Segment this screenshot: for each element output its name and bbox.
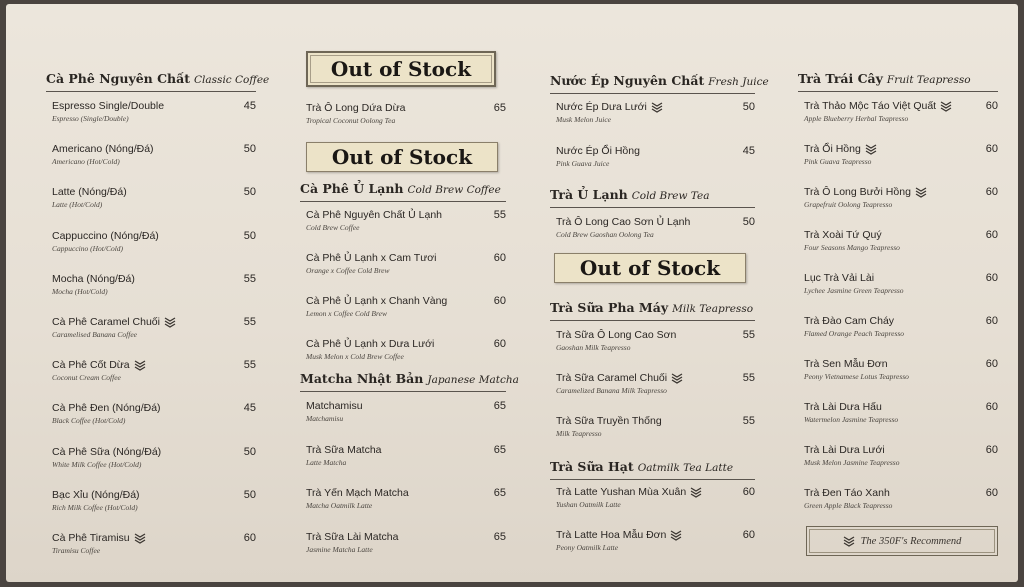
menu-item-description: Orange x Coffee Cold Brew xyxy=(306,266,390,275)
menu-item-name-row xyxy=(804,315,998,327)
menu-item xyxy=(52,186,256,220)
menu-item-name: Nước Ép Dưa Lưới xyxy=(556,101,647,113)
menu-item xyxy=(306,209,506,243)
menu-item-price: 60 xyxy=(243,532,256,544)
menu-item-price: 60 xyxy=(985,100,998,112)
menu-item-price: 60 xyxy=(985,186,998,198)
leaf-icon xyxy=(134,533,146,544)
menu-item-price: 60 xyxy=(985,143,998,155)
menu-item-name: Cà Phê Nguyên Chất Ủ Lạnh xyxy=(306,209,443,221)
menu-item xyxy=(556,372,755,406)
section-subtitle: Milk Teapresso xyxy=(672,303,754,315)
section-header xyxy=(798,68,998,92)
menu-item-description: Peony Vietnamese Lotus Teapresso xyxy=(804,372,909,381)
section-subtitle: Classic Coffee xyxy=(194,74,270,86)
menu-item-name: Latte (Nóng/Đá) xyxy=(52,186,127,199)
menu-item-name-row xyxy=(556,216,755,228)
menu-item-price: 45 xyxy=(742,145,755,157)
menu-item-price: 60 xyxy=(493,295,506,307)
menu-item xyxy=(306,102,506,136)
menu-item-price: 60 xyxy=(985,272,998,284)
menu-item-name: Cà Phê Ủ Lạnh x Chanh Vàng xyxy=(306,295,448,307)
section-title: Nước Ép Nguyên Chất xyxy=(550,73,705,88)
menu-item-price: 50 xyxy=(742,216,755,228)
menu-item-name-row xyxy=(556,145,755,157)
menu-item-name-row xyxy=(306,338,506,350)
menu-item-name: Espresso Single/Double xyxy=(52,100,165,112)
menu-item-description: Espresso (Single/Double) xyxy=(52,114,129,123)
menu-item-price: 50 xyxy=(742,101,755,113)
menu-item-name-row xyxy=(52,230,256,242)
menu-item-name: Trà Đen Táo Xanh xyxy=(804,487,890,499)
menu-item-name: Trà Ô Long Cao Sơn Ủ Lạnh xyxy=(556,216,691,228)
menu-item-price: 50 xyxy=(243,186,256,199)
menu-item xyxy=(306,295,506,329)
menu-item-description: Yushan Oatmilk Latte xyxy=(556,500,621,509)
menu-item-price: 60 xyxy=(493,252,506,264)
menu-item-name: Trà Sữa Lài Matcha xyxy=(306,530,399,543)
menu-item-name: Trà Sữa Caramel Chuối xyxy=(556,372,668,384)
menu-item xyxy=(52,273,256,307)
section-subtitle: Fresh Juice xyxy=(708,76,769,88)
menu-item xyxy=(804,272,998,306)
menu-item-name: Matchamisu xyxy=(306,400,363,412)
menu-item-name-row xyxy=(804,143,998,155)
leaf-icon xyxy=(164,317,176,328)
menu-item-description: Black Coffee (Hot/Cold) xyxy=(52,416,126,426)
section-title: Cà Phê Nguyên Chất xyxy=(46,71,191,86)
menu-item-name: Trà Ổi Hồng xyxy=(804,143,861,155)
section-subtitle: Cold Brew Coffee xyxy=(407,184,501,196)
section-header xyxy=(300,368,519,392)
menu-item-name-row xyxy=(306,209,506,221)
menu-item-description: Mocha (Hot/Cold) xyxy=(52,286,108,296)
menu-item-price: 60 xyxy=(985,401,998,413)
menu-item-price: 60 xyxy=(493,338,506,350)
menu-item-name: Cà Phê Cốt Dừa xyxy=(52,359,130,372)
menu-item-price: 55 xyxy=(493,209,506,221)
menu-item xyxy=(52,532,256,566)
menu-item-name: Trà Thảo Mộc Táo Việt Quất xyxy=(804,100,937,112)
leaf-icon xyxy=(865,144,877,155)
menu-item-description: Grapefruit Oolong Teapresso xyxy=(804,200,893,209)
menu-item-name-row xyxy=(52,100,256,112)
menu-item xyxy=(52,489,256,523)
menu-item-name: Cà Phê Caramel Chuối xyxy=(52,316,160,328)
menu-board xyxy=(6,4,1018,582)
menu-item xyxy=(52,230,256,264)
leaf-icon xyxy=(940,101,952,112)
menu-item-name-row xyxy=(306,444,506,456)
section-header xyxy=(550,297,755,321)
menu-item xyxy=(556,145,755,179)
menu-item xyxy=(52,446,256,480)
menu-item-name-row xyxy=(556,101,755,113)
out-of-stock-label: Out of Stock xyxy=(306,51,496,87)
menu-item-price: 55 xyxy=(742,329,755,341)
menu-item-name: Cà Phê Ủ Lạnh x Cam Tươi xyxy=(306,252,437,264)
menu-item-price: 60 xyxy=(985,229,998,241)
recommend-legend xyxy=(806,526,998,556)
menu-item-name-row xyxy=(306,295,506,307)
section-title: Trà Ủ Lạnh xyxy=(550,187,628,202)
menu-item xyxy=(556,329,755,363)
section-title: Trà Sữa Hạt xyxy=(550,459,634,474)
leaf-icon xyxy=(670,530,682,541)
menu-item xyxy=(804,401,998,435)
menu-item xyxy=(804,358,998,392)
menu-item-name: Trà Latte Yushan Mùa Xuân xyxy=(556,486,687,498)
menu-item-price: 60 xyxy=(985,487,998,499)
menu-item-name: Lục Trà Vải Lài xyxy=(804,272,875,284)
menu-item-name-row xyxy=(804,186,998,198)
menu-item-name: Trà Yến Mạch Matcha xyxy=(306,487,409,499)
menu-item-description: Caramelised Banana Coffee xyxy=(52,330,137,339)
menu-item-price: 65 xyxy=(493,487,506,499)
menu-item-description: Watermelon Jasmine Teapresso xyxy=(804,415,899,424)
menu-item-name-row xyxy=(52,532,256,544)
menu-item-name-row xyxy=(52,446,256,458)
section-title: Trà Trái Cây xyxy=(798,71,883,86)
menu-item-name: Trà Ô Long Bưởi Hồng xyxy=(804,186,911,198)
menu-item xyxy=(306,531,506,565)
menu-item-price: 55 xyxy=(742,372,755,384)
menu-item-name-row xyxy=(556,415,755,427)
menu-item-price: 55 xyxy=(243,359,256,372)
menu-item-description: Green Apple Black Teapresso xyxy=(804,501,893,510)
menu-item xyxy=(52,316,256,350)
menu-item-price: 50 xyxy=(243,229,256,242)
menu-item-price: 55 xyxy=(243,272,256,285)
menu-item xyxy=(804,100,998,134)
menu-item-name: Trà Sữa Matcha xyxy=(306,443,382,456)
menu-item-price: 55 xyxy=(243,316,256,328)
menu-item-description: Cappuccino (Hot/Cold) xyxy=(52,243,124,253)
menu-item-name-row xyxy=(804,358,998,370)
out-of-stock-label: Out of Stock xyxy=(554,253,746,283)
menu-item-name: Trà Latte Hoa Mẫu Đơn xyxy=(556,529,667,541)
menu-item-name: Trà Sữa Truyền Thống xyxy=(556,415,662,427)
menu-item-description: Latte Matcha xyxy=(306,457,347,467)
section-subtitle: Oatmilk Tea Latte xyxy=(637,462,734,474)
menu-item-name: Trà Sữa Ô Long Cao Sơn xyxy=(556,329,677,341)
menu-item-description: Gaoshan Milk Teapresso xyxy=(556,343,631,352)
menu-item-description: Latte (Hot/Cold) xyxy=(52,200,103,210)
menu-item-description: Peony Oatmilk Latte xyxy=(556,543,619,552)
menu-item-name-row xyxy=(804,444,998,456)
menu-item-name-row xyxy=(556,372,755,384)
menu-item-description: Cold Brew Coffee xyxy=(306,223,360,232)
menu-item-name: Bạc Xỉu (Nóng/Đá) xyxy=(52,488,140,501)
section-subtitle: Japanese Matcha xyxy=(427,374,519,386)
menu-item-name: Americano (Nóng/Đá) xyxy=(52,143,154,156)
section-header xyxy=(550,184,755,208)
menu-item-name-row xyxy=(52,402,256,414)
menu-item xyxy=(804,143,998,177)
menu-item xyxy=(306,400,506,434)
menu-item-name-row xyxy=(52,489,256,501)
menu-item-description: Milk Teapresso xyxy=(556,429,602,438)
menu-item-name: Trà Đào Cam Cháy xyxy=(804,315,895,327)
menu-item xyxy=(804,444,998,478)
leaf-icon xyxy=(843,536,855,547)
menu-item-description: Rich Milk Coffee (Hot/Cold) xyxy=(52,502,138,512)
menu-item-name: Cà Phê Sữa (Nóng/Đá) xyxy=(52,445,162,458)
menu-item xyxy=(804,229,998,263)
menu-item-name-row xyxy=(52,359,256,371)
menu-item-price: 45 xyxy=(243,402,256,415)
section-header xyxy=(46,68,270,92)
menu-item xyxy=(556,486,755,520)
menu-item xyxy=(804,487,998,521)
menu-item xyxy=(306,338,506,372)
menu-item-price: 50 xyxy=(243,143,256,156)
menu-item-price: 55 xyxy=(742,415,755,427)
section-subtitle: Cold Brew Tea xyxy=(631,190,710,202)
leaf-icon xyxy=(671,373,683,384)
menu-item xyxy=(306,444,506,478)
menu-item-name-row xyxy=(52,316,256,328)
menu-item-name-row xyxy=(306,400,506,412)
menu-item xyxy=(556,529,755,563)
menu-item-name-row xyxy=(306,252,506,264)
menu-item-description: Flamed Orange Peach Teapresso xyxy=(804,329,905,338)
menu-item xyxy=(804,315,998,349)
menu-item-price: 60 xyxy=(985,444,998,456)
menu-item-name: Trà Lài Dưa Hấu xyxy=(804,401,882,413)
menu-item-description: Caramelized Banana Milk Teapresso xyxy=(556,386,667,395)
menu-item-description: Apple Blueberry Herbal Teapresso xyxy=(804,114,909,123)
menu-item-name-row xyxy=(804,100,998,112)
menu-item-name-row xyxy=(556,529,755,541)
menu-item-name: Cà Phê Ủ Lạnh x Dưa Lưới xyxy=(306,338,435,350)
menu-item-description: Coconut Cream Coffee xyxy=(52,373,121,383)
menu-item-price: 50 xyxy=(243,488,256,501)
menu-item-name-row xyxy=(804,229,998,241)
menu-item-description: Lemon x Coffee Cold Brew xyxy=(306,309,387,318)
menu-item xyxy=(556,415,755,449)
menu-item xyxy=(306,487,506,521)
section-header xyxy=(550,456,755,480)
menu-item-name-row xyxy=(52,186,256,198)
menu-item-description: Matcha Oatmilk Latte xyxy=(306,501,373,510)
section-header xyxy=(550,70,769,94)
menu-item-name-row xyxy=(804,401,998,413)
menu-item-price: 60 xyxy=(742,486,755,498)
menu-item-description: Jasmine Matcha Latte xyxy=(306,544,373,554)
menu-item-description: Americano (Hot/Cold) xyxy=(52,157,120,167)
menu-item-price: 45 xyxy=(243,100,256,112)
menu-item-description: Musk Melon x Cold Brew Coffee xyxy=(306,352,404,361)
menu-item-description: Tropical Coconut Oolong Tea xyxy=(306,116,396,125)
menu-item-name: Trà Xoài Tứ Quý xyxy=(804,229,882,241)
menu-item-price: 65 xyxy=(493,443,506,456)
leaf-icon xyxy=(651,102,663,113)
menu-item-price: 60 xyxy=(742,529,755,541)
menu-item-description: Lychee Jasmine Green Teapresso xyxy=(804,286,904,295)
menu-item-name-row xyxy=(52,273,256,285)
menu-item-description: Musk Melon Jasmine Teapresso xyxy=(804,458,900,467)
menu-item-name-row xyxy=(556,329,755,341)
menu-item xyxy=(52,359,256,393)
menu-item xyxy=(52,100,256,134)
menu-item-description: Pink Guava Teapresso xyxy=(804,157,872,166)
menu-item-name: Trà Sen Mẫu Đơn xyxy=(804,358,888,370)
section-title: Trà Sữa Pha Máy xyxy=(550,300,669,315)
leaf-icon xyxy=(134,360,146,371)
menu-item xyxy=(306,252,506,286)
menu-item-description: Four Seasons Mango Teapresso xyxy=(804,243,900,252)
menu-item-name: Mocha (Nóng/Đá) xyxy=(52,272,135,285)
menu-item-name: Trà Ô Long Dứa Dừa xyxy=(306,102,406,114)
menu-item-description: Matchamisu xyxy=(306,414,344,423)
menu-item-price: 50 xyxy=(243,445,256,458)
menu-item-name: Nước Ép Ổi Hồng xyxy=(556,145,640,157)
menu-item-price: 65 xyxy=(493,530,506,543)
menu-item-description: Cold Brew Gaoshan Oolong Tea xyxy=(556,230,654,239)
menu-item-name: Cappuccino (Nóng/Đá) xyxy=(52,229,159,242)
menu-item-description: Musk Melon Juice xyxy=(556,115,611,124)
section-header xyxy=(300,178,506,202)
menu-item-name-row xyxy=(804,487,998,499)
menu-item-description: White Milk Coffee (Hot/Cold) xyxy=(52,459,142,469)
menu-item-price: 65 xyxy=(493,102,506,114)
menu-item-price: 60 xyxy=(985,358,998,370)
menu-item xyxy=(804,186,998,220)
menu-item xyxy=(52,402,256,436)
menu-item-description: Tiramisu Coffee xyxy=(52,546,101,555)
menu-item-name-row xyxy=(306,102,506,114)
leaf-icon xyxy=(690,487,702,498)
menu-item-price: 60 xyxy=(985,315,998,327)
section-subtitle: Fruit Teapresso xyxy=(886,74,971,86)
section-title: Cà Phê Ủ Lạnh xyxy=(300,181,404,196)
out-of-stock-label: Out of Stock xyxy=(306,142,498,172)
section-title: Matcha Nhật Bản xyxy=(300,371,424,386)
menu-item-name: Cà Phê Tiramisu xyxy=(52,532,130,544)
menu-item-name: Trà Lài Dưa Lưới xyxy=(804,444,885,456)
menu-item-name-row xyxy=(306,531,506,543)
menu-item xyxy=(556,216,755,250)
menu-item xyxy=(52,143,256,177)
menu-item-name-row xyxy=(804,272,998,284)
menu-item-name: Cà Phê Đen (Nóng/Đá) xyxy=(52,402,161,415)
menu-item-description: Pink Guava Juice xyxy=(556,159,610,168)
menu-item-name-row xyxy=(306,487,506,499)
menu-item-price: 65 xyxy=(493,400,506,412)
menu-item xyxy=(556,101,755,135)
leaf-icon xyxy=(915,187,927,198)
recommend-label: The 350F's Recommend xyxy=(860,535,962,547)
menu-item-name-row xyxy=(556,486,755,498)
menu-item-name-row xyxy=(52,143,256,155)
